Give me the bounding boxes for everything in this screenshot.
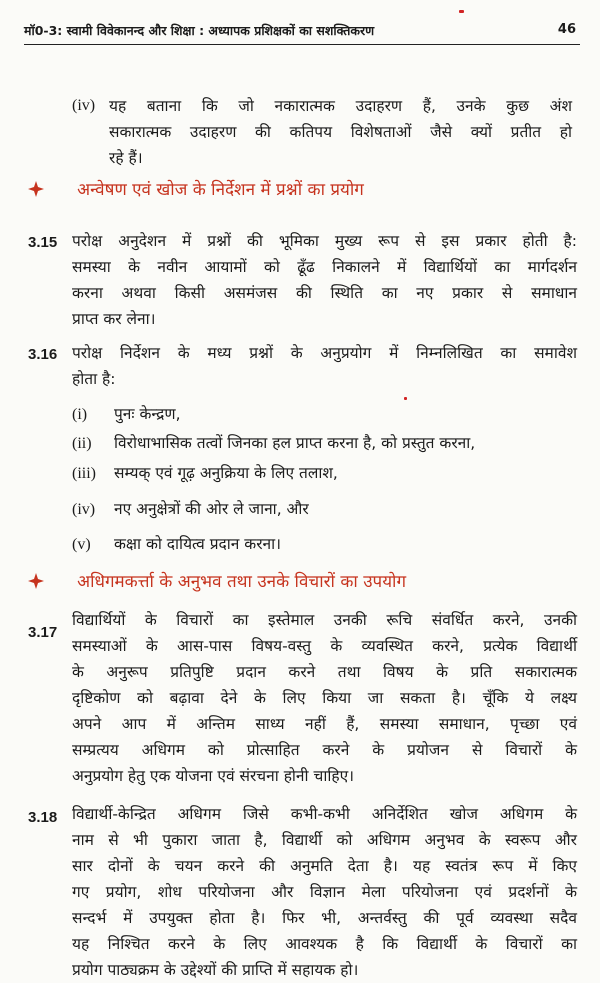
- paragraph-3-18: [72, 801, 577, 983]
- list-marker: (v): [72, 536, 91, 553]
- list-item-text: नए अनुक्षेत्रों की ओर ले जाना, और: [114, 500, 309, 518]
- text-line: अनुप्रयोग हेतु एक योजना एवं संरचना होनी चाहिए।: [72, 767, 355, 785]
- text-line: करना अथवा किसी असमंजस की स्थिति का नए प्रकार से समाधान: [72, 284, 577, 302]
- text-line: सकारात्मक उदाहरण की कतिपय विशेषताओं जैसे क्यों प्रतीत हो: [109, 123, 572, 141]
- text-line: होता है:: [72, 370, 116, 388]
- text-line: प्राप्त कर लेना।: [72, 310, 156, 328]
- text-line: यह बताना कि जो नकारात्मक उदाहरण हैं, उनके कुछ अंश: [109, 97, 572, 115]
- paragraph-number: 3.15: [28, 234, 58, 251]
- section-heading-text: अधिगमकर्त्ता के अनुभव तथा उनके विचारों का उपयोग: [77, 572, 407, 592]
- list-item-text: सम्यक् एवं गूढ़ अनुक्रिया के लिए तलाश,: [114, 464, 338, 482]
- paragraph-3-17: [72, 607, 577, 789]
- section-heading: [28, 177, 364, 200]
- list-marker: (iii): [72, 465, 96, 482]
- paragraph-number: 3.17: [28, 624, 58, 641]
- list-marker: (iv): [72, 97, 96, 114]
- paragraph-3-16: [72, 340, 577, 392]
- text-line: सार दोनों के चयन करने की अनुमति देता है। यह स्वतंत्र रूप में किए: [72, 857, 577, 875]
- diamond-bullet-icon: [28, 573, 44, 589]
- text-line: अपने आप में अन्तिम साध्य नहीं हैं, समस्या समाधान, पृच्छा एवं: [72, 715, 577, 733]
- list-item-text: कक्षा को दायित्व प्रदान करना।: [114, 535, 282, 553]
- header-title: मॉ0-3: स्वामी विवेकानन्द और शिक्षा : अध्यापक प्रशिक्षकों का सशक्तिकरण: [24, 23, 375, 38]
- text-line: परोक्ष निर्देशन के मध्य प्रश्नों के अनुप्रयोग में निम्नलिखित का समावेश: [72, 344, 577, 362]
- section-heading: [28, 569, 406, 592]
- text-line: गए प्रयोग, शोध परियोजना और विज्ञान मेला परियोजना एवं प्रदर्शनों के: [72, 883, 577, 901]
- paragraph-3-15: [72, 228, 577, 332]
- list-item-text: विरोधाभासिक तत्वों जिनका हल प्राप्त करना है, को प्रस्तुत करना,: [114, 434, 476, 452]
- text-line: परोक्ष अनुदेशन में प्रश्नों की भूमिका मुख्य रूप से इस प्रकार होती है:: [72, 232, 577, 250]
- paragraph-number: 3.18: [28, 809, 58, 826]
- page-number: 46: [557, 22, 576, 37]
- list-item-text: पुनः केन्द्रण,: [114, 405, 181, 423]
- text-line: रहे हैं।: [109, 149, 143, 167]
- ink-mark: [404, 397, 407, 400]
- text-line: समस्या के नवीन आयामों को ढूँढ निकालने में विद्यार्थियों का मार्गदर्शन: [72, 258, 577, 276]
- text-line: विद्यार्थियों के विचारों का इस्तेमाल उनकी रूचि संवर्धित करने, उनकी: [72, 611, 577, 629]
- list-item: [72, 532, 281, 557]
- text-line: समस्याओं के आस-पास विषय-वस्तु के व्यवस्थित करने, प्रत्येक विद्यार्थी: [72, 637, 577, 655]
- list-item: [72, 497, 309, 522]
- text-line: दृष्टिकोण को बढ़ावा देने के लिए किया जा सकता है। चूँकि ये लक्ष्य: [72, 689, 577, 707]
- text-line: यह निश्चित करने के लिए आवश्यक है कि विद्यार्थी के विचारों का: [72, 935, 577, 953]
- paragraph-number: 3.16: [28, 346, 58, 363]
- text-line: नाम से भी पुकारा जाता है, विद्यार्थी को अधिगम अनुभव के स्वरूप और: [72, 831, 577, 849]
- list-marker: (iv): [72, 501, 96, 518]
- text-line: सन्दर्भ में उपयुक्त होता है। फिर भी, अन्तर्वस्तु की पूर्व व्यवस्था सदैव: [72, 909, 577, 927]
- section-heading-text: अन्वेषण एवं खोज के निर्देशन में प्रश्नों का प्रयोग: [77, 180, 364, 200]
- text-line: सम्प्रत्यय अधिगम को प्रोत्साहित करने के प्रयोजन से विचारों के: [72, 741, 577, 759]
- list-item: [72, 402, 181, 427]
- text-line: प्रयोग पाठ्यक्रम के उद्देश्यों की प्राप्ति में सहायक हो।: [72, 961, 359, 979]
- text-line: विद्यार्थी-केन्द्रित अधिगम जिसे कभी-कभी अनिर्देशित खोज अधिगम के: [72, 805, 577, 823]
- list-item: [72, 431, 475, 456]
- list-marker: (i): [72, 406, 88, 423]
- diamond-bullet-icon: [28, 181, 44, 197]
- list-item: [72, 461, 338, 486]
- list-marker: (ii): [72, 435, 92, 452]
- text-line: के अनुरूप प्रतिपुष्टि प्रदान करने तथा विषय के प्रति सकारात्मक: [72, 663, 577, 681]
